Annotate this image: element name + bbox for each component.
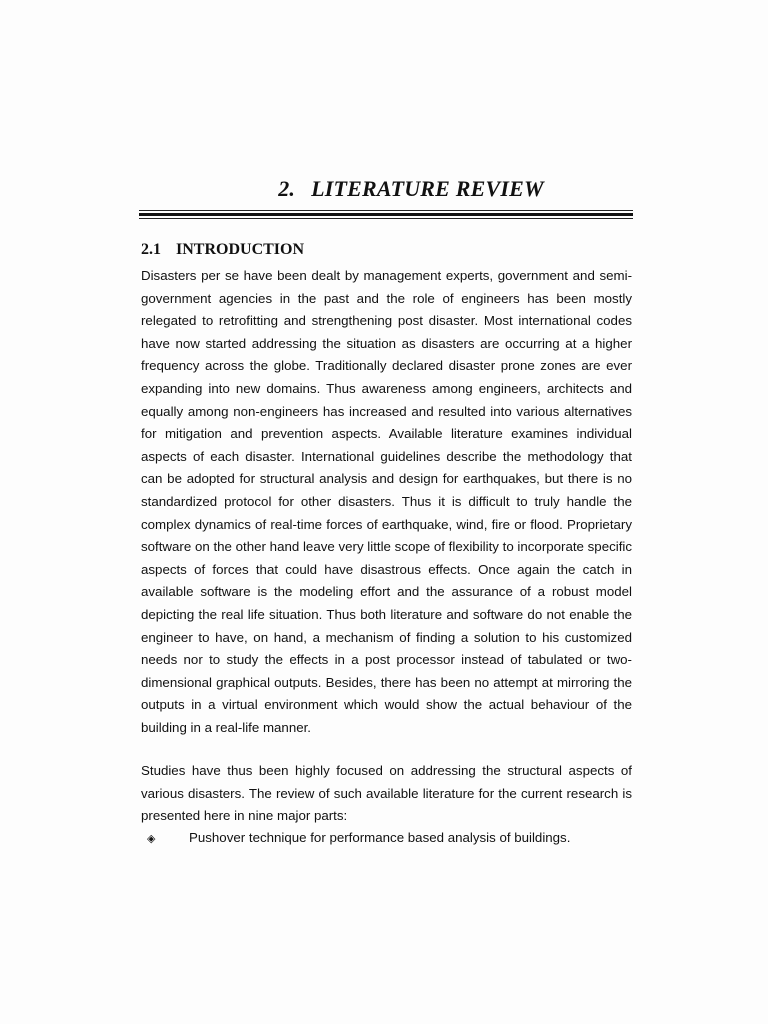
section-number: 2.1: [141, 241, 161, 258]
divider-thin-line-top: [139, 210, 633, 211]
section-title: INTRODUCTION: [176, 241, 305, 258]
divider-thin-line-bottom: [139, 218, 633, 219]
body-paragraph: Studies have thus been highly focused on addressing the structural aspects of various disasters. The review of such available literature for the current research is presented here in nine major parts:: [141, 763, 632, 824]
list-item: [141, 827, 632, 851]
section-heading: [141, 241, 304, 259]
list-item-text: Pushover technique for performance based analysis of buildings.: [189, 830, 571, 845]
diamond-bullet-icon: ◈: [147, 833, 156, 845]
body-paragraph: Disasters per se have been dealt by management experts, government and semi-government agencies in the past and the role of engineers has been mostly relegated to retrofitting and strengthening post disaster. Most international codes have now started addressing the situation as disasters are occurring at a higher frequency across the globe. Traditionally declared disaster prone zones are ever expanding into new domains. Thus awareness among engineers, architects and equally among non-engineers has increased and resulted into various alternatives for mitigation and prevention aspects. Available literature examines individual aspects of each disaster. International guidelines describe the methodology that can be adopted for structural analysis and design for earthquakes, but there is no standardized protocol for other disasters. Thus it is difficult to truly handle the complex dynamics of real-time forces of earthquake, wind, fire or flood. Proprietary software on the other hand leave very little scope of flexibility to incorporate specific aspects of forces that could have disastrous effects. Once again the catch in available software is the modeling effort and the assurance of a robust model depicting the real life situation. Thus both literature and software do not enable the engineer to have, on hand, a mechanism of finding a solution to his customized needs nor to study the effects in a post processor instead of tabulated or two-dimensional graphical outputs. Besides, there has been no attempt at mirroring the outputs in a virtual environment which would show the actual behaviour of the building in a real-life manner.: [141, 268, 632, 735]
chapter-title-text: LITERATURE REVIEW: [311, 176, 544, 201]
divider-thick-line: [139, 213, 633, 216]
chapter-number: 2.: [278, 176, 296, 201]
chapter-title: [0, 176, 768, 202]
